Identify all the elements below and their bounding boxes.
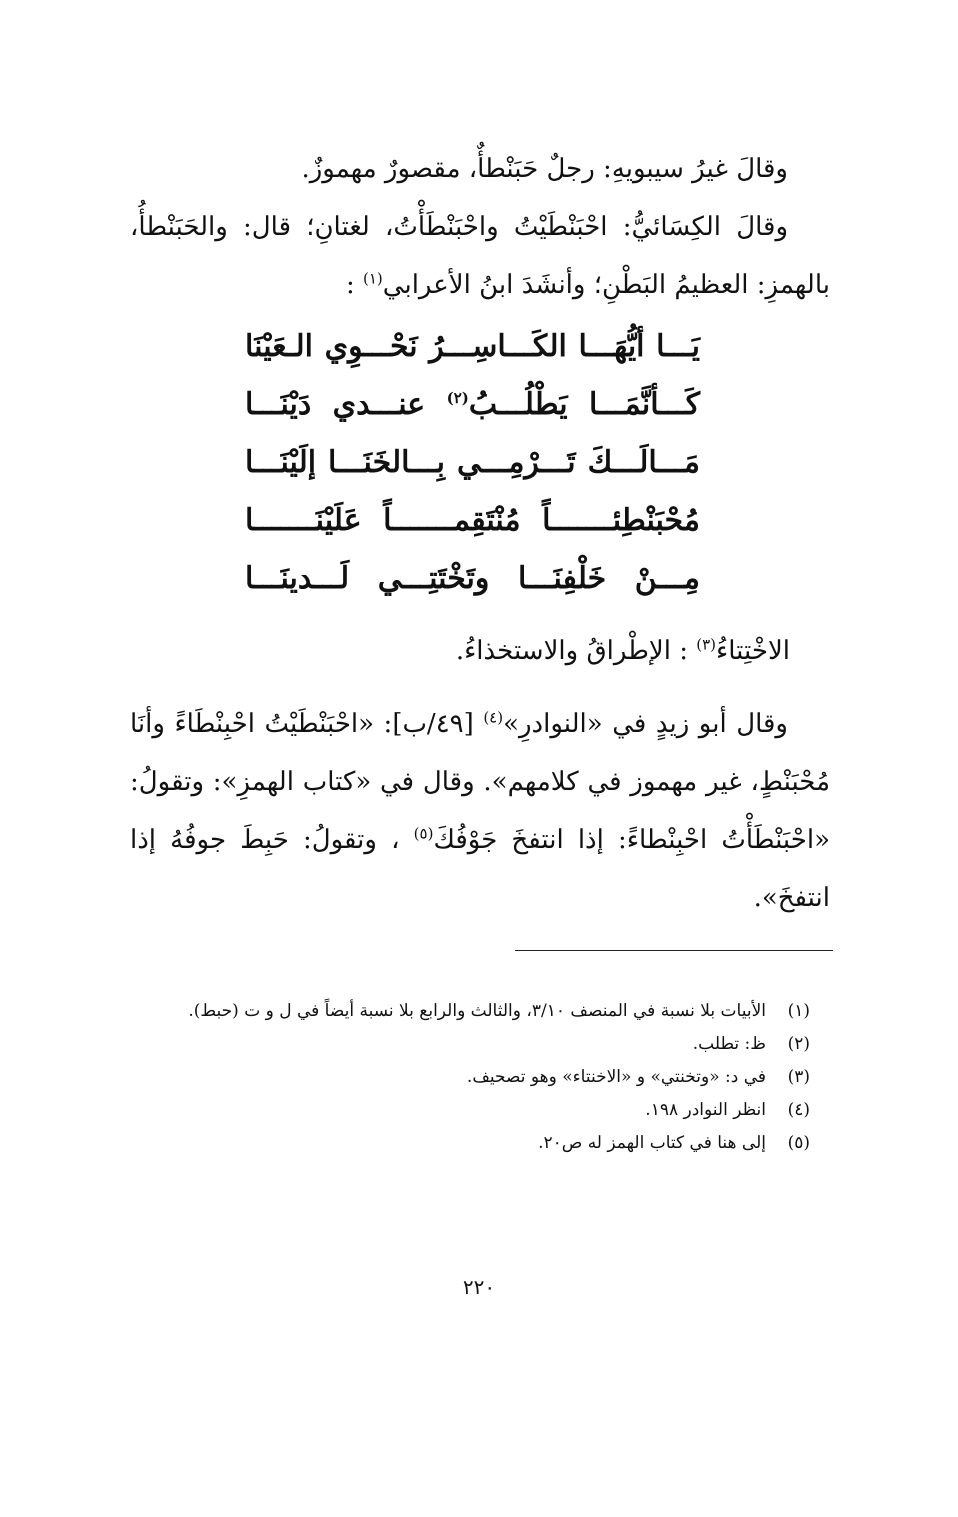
footnote-text: في د: «وتخنتي» و «الاخنتاء» وهو تصحيف. xyxy=(466,1067,766,1087)
kisai-paragraph xyxy=(130,198,830,314)
verse-text: مَـــالَـــكَ تَـــرْمِـــي بِـــالخَنَـــا إلَيْنَـــا xyxy=(245,445,700,480)
footnote-text: انظر النوادر ١٩٨. xyxy=(645,1100,766,1120)
footnote-separator xyxy=(515,950,833,951)
footnote-text: إلى هنا في كتاب الهمز له ص٢٠. xyxy=(538,1133,766,1153)
verse-text: كَـــأنَّمَـــا يَطْلُـــبُ xyxy=(468,387,700,422)
verse-line-4 xyxy=(245,492,700,550)
intro-line: وقالَ غيرُ سيبويهِ: رجلٌ حَبَنْطأٌ، مقصورٌ مهموزٌ. xyxy=(301,154,788,184)
verse-line-5 xyxy=(245,550,700,608)
verse-text: مِـــنْ خَلْفِنَـــا وتَخْتَتِـــي لَـــدينَـــا xyxy=(245,561,700,596)
footnote-3 xyxy=(120,1061,810,1094)
footnote-ref-5: (٥) xyxy=(413,824,434,843)
kisai-colon: : xyxy=(345,270,363,300)
footnote-text: الأبيات بلا نسبة في المنصف ٣/١٠، والثالث والرابع بلا نسبة أيضاً في ل و ت (حبط). xyxy=(188,1001,766,1021)
abuzaid-block xyxy=(130,695,830,927)
definition-line xyxy=(130,627,790,675)
abuzaid-text-3: ، وتقولُ: حَبِطَ جوفُهُ إذا انتفخَ». xyxy=(130,825,830,913)
abuzaid-text-2: [٤٩/ب]: «احْبَنْطَيْتُ احْبِنْطَاءً وأنَا مُحْبَنْطٍ، غير مهموز في كلامهم». وقال في «كتاب الهمزِ»: وتقولُ: «احْبَنْطَأْتُ احْبِنْطاءً: إذا انتفخَ جَوْفُكَ xyxy=(130,709,830,855)
footnote-4 xyxy=(120,1094,810,1127)
abuzaid-paragraph xyxy=(130,695,830,927)
verse-text-cont: عنـــدي دَيْنَـــا xyxy=(245,387,447,422)
footnote-ref-2: (٢) xyxy=(446,389,469,407)
kisai-text: وقالَ الكِسَائيُّ: احْبَنْطَيْتُ واحْبَنْطَأْتُ، لغتانِ؛ قال: والحَبَنْطأُ، بالهمزِ: العظيمُ البَطْنِ؛ وأنشَدَ ابنُ الأعرابي xyxy=(130,212,830,300)
footnote-ref-4: (٤) xyxy=(483,708,504,727)
verse-text: يَـــا أيُّهَـــا الكَـــاسِـــرُ نَحْـــوِي الـعَيْنَا xyxy=(245,329,700,364)
footnote-text: ظ: تطلب. xyxy=(692,1034,766,1054)
poem-verses xyxy=(245,318,700,608)
footnote-ref-3: (٣) xyxy=(696,635,717,654)
footnote-number: (٣) xyxy=(787,1067,810,1087)
footnote-1 xyxy=(120,995,810,1028)
abuzaid-text-1: وقال أبو زيدٍ في «النوادرِ» xyxy=(503,709,788,739)
page-number: ٢٢٠ xyxy=(462,1275,496,1299)
footnote-2 xyxy=(120,1028,810,1061)
footnote-number: (٤) xyxy=(787,1100,810,1120)
definition-text: : الإطْراقُ والاستخذاءُ. xyxy=(455,636,697,666)
footnote-number: (٥) xyxy=(787,1133,810,1153)
main-text-top xyxy=(130,140,830,314)
footnotes xyxy=(120,995,810,1160)
footnote-ref-1: (١) xyxy=(363,269,383,288)
definition-word: الاخْتِتاءُ xyxy=(716,636,790,666)
footnote-number: (٢) xyxy=(787,1034,810,1054)
verse-text: مُحْبَنْطِئـــــــاً مُنْتَقِمـــــــاً عَلَيْنَـــــــا xyxy=(245,503,700,538)
verse-line-3 xyxy=(245,434,700,492)
intro-paragraph xyxy=(130,140,830,198)
verse-line-2 xyxy=(245,376,700,434)
footnote-number: (١) xyxy=(787,1001,810,1021)
footnote-5 xyxy=(120,1127,810,1160)
verse-line-1 xyxy=(245,318,700,376)
